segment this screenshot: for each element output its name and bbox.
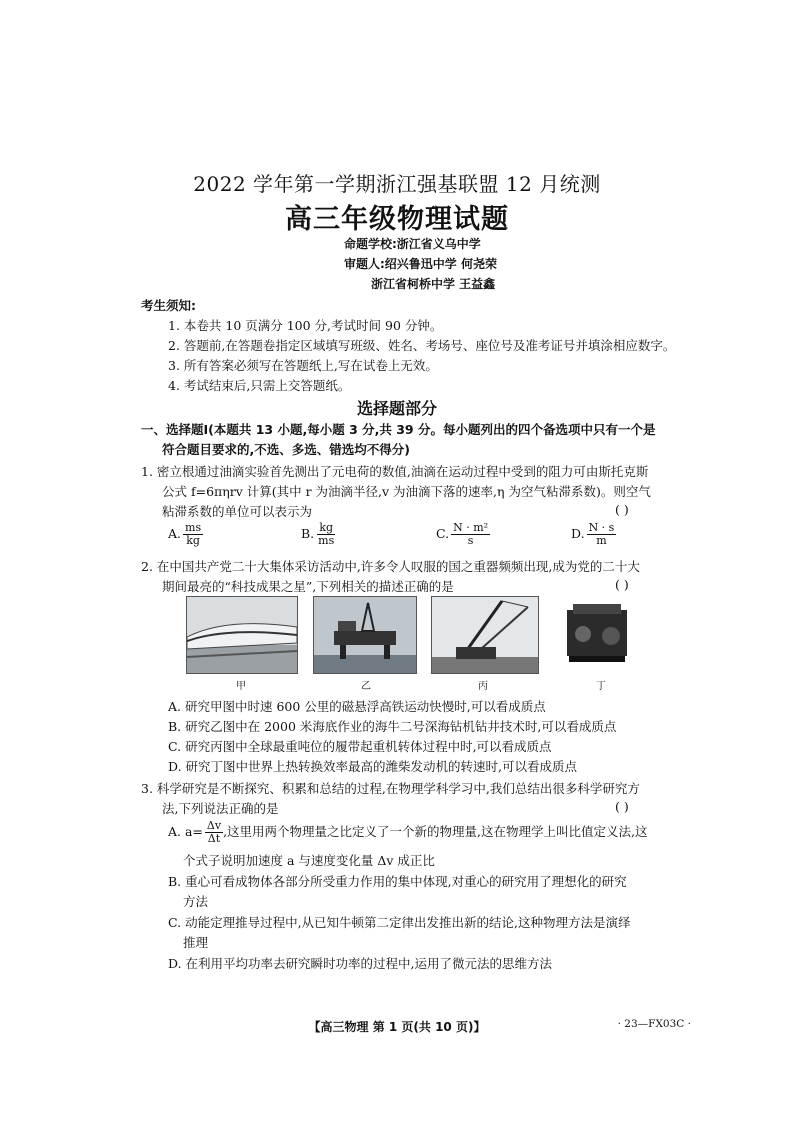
- q1-option-c: C. $\frac{\text{N · m²}}{s}$: [436, 521, 489, 548]
- q3-stem: 法,下列说法正确的是: [162, 801, 279, 816]
- part-heading-cont: 符合题目要求的,不选、多选、错选均不得分): [162, 442, 410, 457]
- q2-option-a: A. 研究甲图中时速 600 公里的磁悬浮高铁运动快慢时,可以看成质点: [168, 699, 546, 714]
- q2-stem: 2. 在中国共产党二十大集体采访活动中,许多令人叹服的国之重器频频出现,成为党的二十大: [141, 559, 640, 574]
- crawler-crane-photo: [431, 596, 539, 674]
- q3-option-a: A. a= $\frac{\Delta v}{\Delta t}$ ,这里用两个物理量之比定义了一个新的物理量,这在物理学上叫比值定义法,这: [168, 819, 648, 846]
- q3-option-a-cont: 个式子说明加速度 a 与速度变化量 Δv 成正比: [183, 853, 435, 868]
- exam-title: 高三年级物理试题: [285, 204, 509, 235]
- answer-bracket: ( ): [615, 577, 629, 592]
- figure-caption-bing: 丙: [478, 681, 488, 692]
- q1-stem: 公式 f=6πηrv 计算(其中 r 为油滴半径,v 为油滴下落的速率,η 为空气粘滞系数)。则空气: [162, 484, 651, 499]
- section-title: 选择题部分: [356, 399, 437, 418]
- engine-photo: [557, 596, 639, 672]
- answer-bracket: ( ): [615, 502, 629, 517]
- engine-image: [557, 596, 639, 672]
- q3-option-c: C. 动能定理推导过程中,从已知牛顿第二定律出发推出新的结论,这种物理方法是演绎: [168, 915, 631, 930]
- q1-stem: 粘滞系数的单位可以表示为: [162, 504, 313, 519]
- reviewer2-line: 浙江省柯桥中学 王益鑫: [371, 277, 496, 291]
- q3-option-d: D. 在利用平均功率去研究瞬时功率的过程中,运用了微元法的思维方法: [168, 956, 552, 971]
- q1-option-b: B. $\frac{kg}{ms}$: [301, 521, 335, 548]
- notes-title: 考生须知:: [141, 298, 196, 313]
- note-item: 4. 考试结束后,只需上交答题纸。: [168, 378, 351, 393]
- drilling-platform-photo: [313, 596, 417, 674]
- q3-option-c-cont: 推理: [183, 935, 209, 950]
- crawler-crane-image: [432, 597, 538, 673]
- maglev-train-image: [187, 597, 297, 673]
- school-line: 命题学校:浙江省义乌中学: [344, 237, 481, 251]
- figure-caption-jia: 甲: [236, 681, 246, 692]
- answer-bracket: ( ): [615, 799, 629, 814]
- q2-option-b: B. 研究乙图中在 2000 米海底作业的海牛二号深海钻机钻井技术时,可以看成质点: [168, 719, 617, 734]
- drilling-platform-image: [314, 597, 416, 673]
- note-item: 3. 所有答案必须写在答题纸上,写在试卷上无效。: [168, 358, 438, 373]
- q1-option-a: A. $\frac{ms}{kg}$: [168, 521, 202, 548]
- q2-option-c: C. 研究丙图中全球最重吨位的履带起重机转体过程中时,可以看成质点: [168, 739, 552, 754]
- maglev-train-photo: [186, 596, 298, 674]
- reviewers-line: 审题人:绍兴鲁迅中学 何尧荣: [344, 257, 497, 271]
- q2-stem: 期间最亮的“科技成果之星”,下列相关的描述正确的是: [162, 579, 454, 594]
- note-item: 2. 答题前,在答题卷指定区域填写班级、姓名、考场号、座位号及准考证号并填涂相应数字。: [168, 338, 676, 353]
- part-heading: 一、选择题Ⅰ(本题共 13 小题,每小题 3 分,共 39 分。每小题列出的四个备选项中只有一个是: [141, 422, 656, 437]
- q2-option-d: D. 研究丁图中世界上热转换效率最高的潍柴发动机的转速时,可以看成质点: [168, 759, 577, 774]
- figure-caption-yi: 乙: [361, 681, 371, 692]
- q1-option-d: D. $\frac{N \cdot s}{m}$: [571, 521, 615, 548]
- exam-code: · 23—FX03C ·: [617, 1018, 691, 1030]
- q3-stem: 3. 科学研究是不断探究、积累和总结的过程,在物理学科学习中,我们总结出很多科学研究方: [141, 781, 640, 796]
- note-item: 1. 本卷共 10 页满分 100 分,考试时间 90 分钟。: [168, 318, 443, 333]
- q3-option-b-cont: 方法: [183, 894, 209, 909]
- figure-caption-ding: 丁: [596, 681, 606, 692]
- exam-title-line1: 2022 学年第一学期浙江强基联盟 12 月统测: [193, 172, 601, 196]
- q1-stem: 1. 密立根通过油滴实验首先测出了元电荷的数值,油滴在运动过程中受到的阻力可由斯托克斯: [141, 464, 649, 479]
- page-footer: 【高三物理 第 1 页(共 10 页)】: [308, 1020, 486, 1034]
- q3-option-b: B. 重心可看成物体各部分所受重力作用的集中体现,对重心的研究用了理想化的研究: [168, 874, 627, 889]
